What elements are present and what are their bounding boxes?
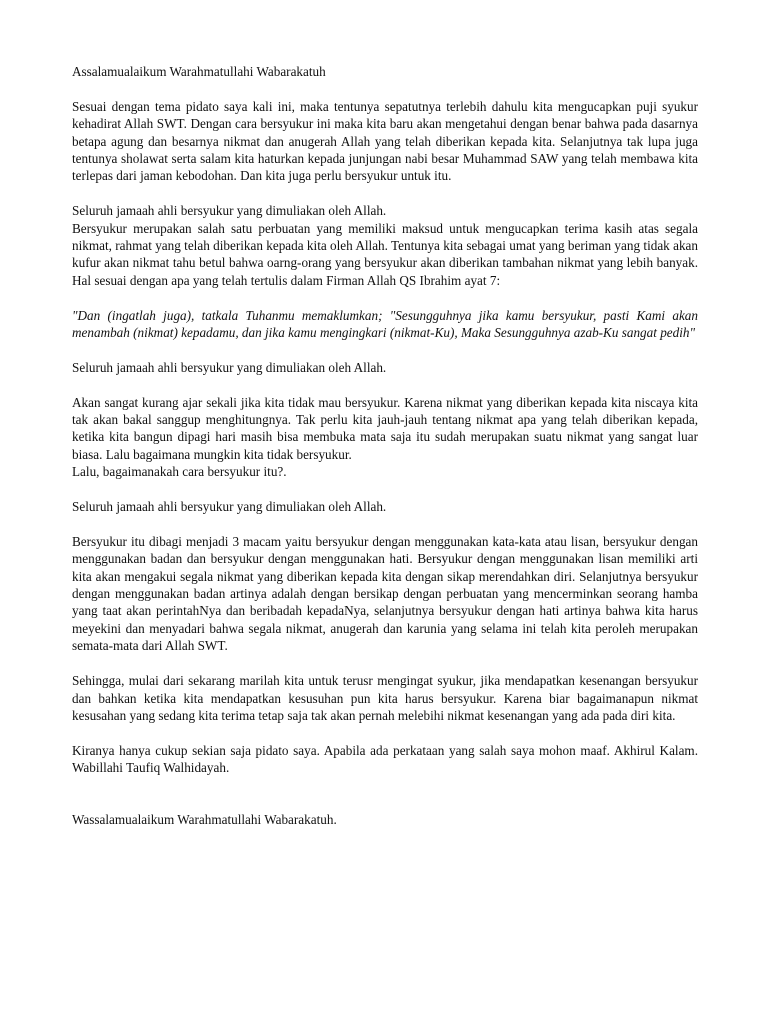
closing-paragraph: Kiranya hanya cukup sekian saja pidato saya. Apabila ada perkataan yang salah saya mohon maaf. Akhirul Kalam. Wabillahi Taufiq Walhidayah. [72, 742, 698, 776]
closing-greeting: Wassalamualaikum Warahmatullahi Wabarakatuh. [72, 812, 337, 828]
speech-document [72, 63, 698, 829]
question-line: Lalu, bagaimanakah cara bersyukur itu?. [72, 464, 287, 480]
audience-address-2: Seluruh jamaah ahli bersyukur yang dimuliakan oleh Allah. [72, 359, 387, 375]
three-ways-paragraph: Bersyukur itu dibagi menjadi 3 macam yaitu bersyukur dengan menggunakan kata-kata atau lisan, bersyukur dengan menggunakan badan dan bersyukur dengan menggunakan hati. Bersyukur dengan menggunakan lisan memiliki arti kita akan mengakui segala nikmat yang diberikan kepada kita dengan sikap merendahkan diri. Selanjutnya bersyukur dengan menggunakan badan artinya adalah dengan bersikap dengan perbuatan yang mencerminkan seorang hamba yang taat akan perintahNya dan beribadah kepadaNya, selanjutnya bersyukur dengan hati artinya bahwa kita harus meyekini dan menyadari bahwa segala nikmat, anugerah dan karunia yang selama ini telah kita peroleh merupakan semata-mata dari Allah SWT. [72, 533, 698, 654]
blessings-paragraph: Akan sangat kurang ajar sekali jika kita tidak mau bersyukur. Karena nikmat yang diberikan kepada kita niscaya kita tak akan bakal sanggup menghitungnya. Tak perlu kita jauh-jauh tentang nikmat apa yang telah diberikan kepada, ketika kita bangun dipagi hari masih bisa membuka mata saja itu sudah merupakan suatu nikmat yang sangat luar biasa. Lalu bagaimana mungkin kita tidak bersyukur. [72, 394, 698, 462]
intro-paragraph: Sesuai dengan tema pidato saya kali ini, maka tentunya sepatutnya terlebih dahulu kita mengucapkan puji syukur kehadirat Allah SWT. Dengan cara bersyukur ini maka kita baru akan mengetahui dengan benar bahwa pada dasarnya betapa agung dan besarnya nikmat dan anugerah Allah yang telah diberikan kepada kita. Selanjutnya tak lupa juga tentunya sholawat serta salam kita haturkan kepada junjungan nabi besar Muhammad SAW yang telah membawa kita terlepas dari jaman kebodohan. Dan kita juga perlu bersyukur untuk itu. [72, 98, 698, 184]
audience-address-3: Seluruh jamaah ahli bersyukur yang dimuliakan oleh Allah. [72, 499, 387, 515]
gratitude-definition-paragraph: Bersyukur merupakan salah satu perbuatan yang memiliki maksud untuk mengucapkan terima kasih atas segala nikmat, rahmat yang telah diberikan kepada kita oleh Allah. Tentunya kita sebagai umat yang beriman yang tidak akan kufur akan nikmat tahu betul bahwa oarng-orang yang bersyukur akan diberikan tambahan nikmat yang lebih banyak. Hal sesuai dengan apa yang telah tertulis dalam Firman Allah QS Ibrahim ayat 7: [72, 220, 698, 288]
quran-quote: "Dan (ingatlah juga), tatkala Tuhanmu memaklumkan; "Sesungguhnya jika kamu bersyukur, pasti Kami akan menambah (nikmat) kepadamu, dan jika kamu mengingkari (nikmat-Ku), Maka Sesungguhnya azab-Ku sangat pedih" [72, 307, 698, 341]
audience-address-1: Seluruh jamaah ahli bersyukur yang dimuliakan oleh Allah. [72, 203, 387, 219]
reminder-paragraph: Sehingga, mulai dari sekarang marilah kita untuk terusr mengingat syukur, jika mendapatkan kesenangan bersyukur dan bahkan ketika kita mendapatkan kesusuhan pun kita harus bersyukur. Karena biar bagaimanapun nikmat kesusahan yang sedang kita terima tetap saja tak akan pernah melebihi nikmat kesenangan yang ada pada diri kita. [72, 673, 698, 723]
opening-greeting: Assalamualaikum Warahmatullahi Wabarakatuh [72, 64, 326, 79]
